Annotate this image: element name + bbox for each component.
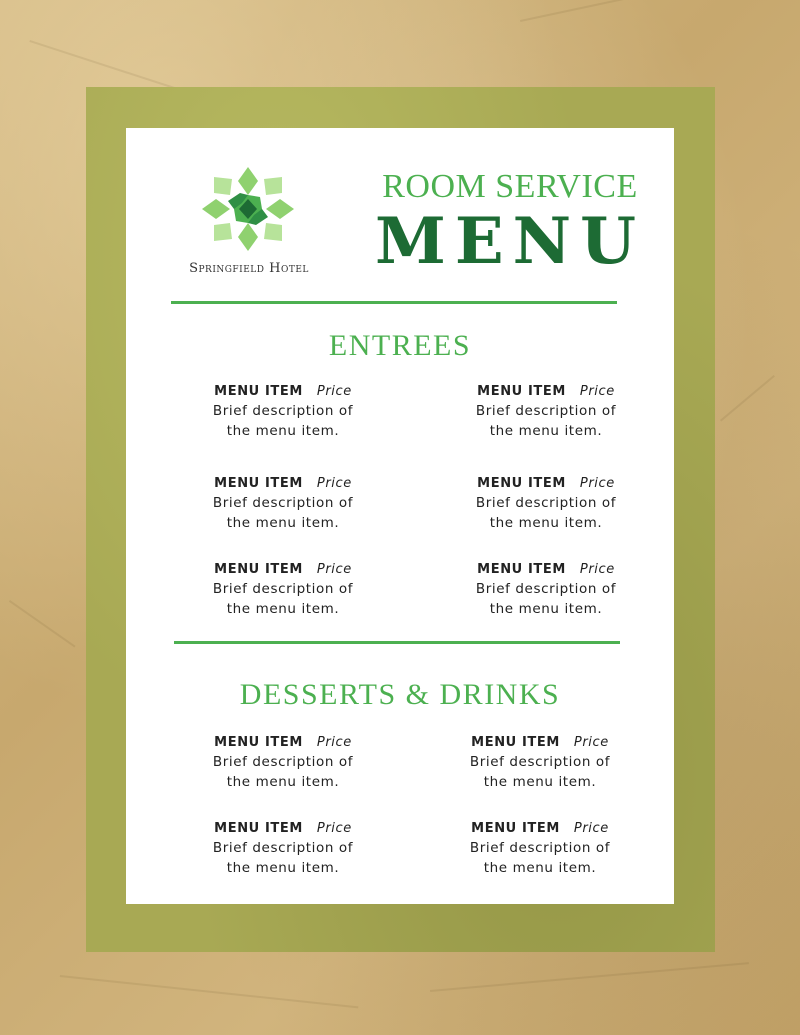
menu-item-price: Price (579, 476, 615, 491)
menu-item-description: Brief description of (212, 840, 354, 856)
menu-item-name: MENU ITEM (214, 735, 303, 750)
menu-item (183, 475, 383, 533)
menu-item-description: the menu item. (483, 774, 597, 790)
section-title-entrees: ENTREES (328, 329, 472, 362)
menu-item-name: MENU ITEM (477, 476, 566, 491)
leaf-flower-logo-icon (200, 166, 296, 252)
menu-item (183, 820, 383, 878)
menu-item-price: Price (579, 562, 615, 577)
menu-item-name: MENU ITEM (471, 735, 560, 750)
menu-item-description: the menu item. (226, 601, 340, 617)
menu-item-description: the menu item. (226, 774, 340, 790)
divider-top (171, 301, 617, 304)
paper-wrinkle (60, 975, 359, 1008)
menu-item-description: the menu item. (226, 515, 340, 531)
menu-item-price: Price (573, 735, 609, 750)
menu-item-price: Price (316, 476, 352, 491)
menu-item-description: Brief description of (469, 754, 611, 770)
menu-item-description: the menu item. (489, 423, 603, 439)
menu-item-description: Brief description of (475, 403, 617, 419)
menu-item-name: MENU ITEM (214, 821, 303, 836)
menu-item-name: MENU ITEM (214, 562, 303, 577)
section-title-desserts-drinks: DESSERTS & DRINKS (239, 678, 561, 711)
paper-wrinkle (430, 962, 749, 992)
room-service-title: ROOM SERVICE (382, 168, 638, 205)
menu-item (183, 734, 383, 792)
menu-item-description: Brief description of (212, 403, 354, 419)
menu-item-description: Brief description of (212, 754, 354, 770)
menu-item (183, 561, 383, 619)
menu-item-description: Brief description of (469, 840, 611, 856)
menu-title: MENU (375, 204, 645, 279)
menu-item-name: MENU ITEM (471, 821, 560, 836)
menu-item (446, 475, 646, 533)
menu-item-name: MENU ITEM (214, 384, 303, 399)
menu-item-description: Brief description of (212, 581, 354, 597)
menu-item (440, 734, 640, 792)
menu-item (440, 820, 640, 878)
menu-item-description: Brief description of (475, 495, 617, 511)
menu-item-price: Price (316, 384, 352, 399)
divider-middle (174, 641, 620, 644)
paper-wrinkle (9, 600, 76, 648)
menu-item (446, 561, 646, 619)
menu-item-description: the menu item. (226, 860, 340, 876)
menu-item-name: MENU ITEM (477, 384, 566, 399)
menu-item-name: MENU ITEM (477, 562, 566, 577)
menu-item-price: Price (579, 384, 615, 399)
menu-item-description: the menu item. (489, 601, 603, 617)
menu-item (183, 383, 383, 441)
menu-item-description: the menu item. (483, 860, 597, 876)
paper-wrinkle (520, 0, 755, 22)
menu-item-price: Price (573, 821, 609, 836)
menu-item-price: Price (316, 821, 352, 836)
menu-item-description: Brief description of (475, 581, 617, 597)
menu-item-price: Price (316, 735, 352, 750)
menu-item-description: Brief description of (212, 495, 354, 511)
menu-item-name: MENU ITEM (214, 476, 303, 491)
menu-item-description: the menu item. (226, 423, 340, 439)
paper-wrinkle (720, 375, 775, 422)
menu-item-price: Price (316, 562, 352, 577)
menu-item (446, 383, 646, 441)
menu-item-description: the menu item. (489, 515, 603, 531)
hotel-name: Springfield Hotel (189, 261, 309, 276)
